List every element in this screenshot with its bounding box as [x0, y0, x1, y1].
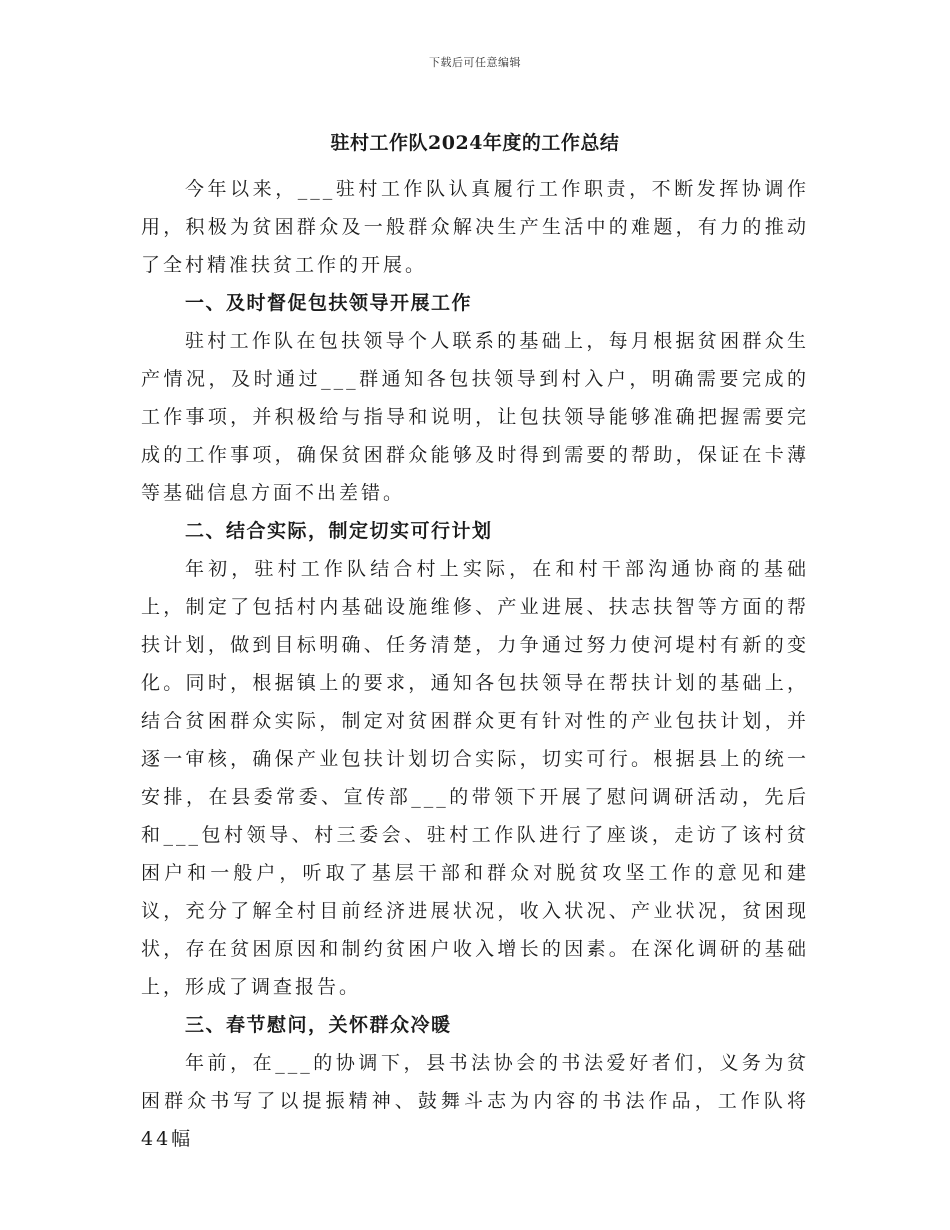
page-header-note: 下载后可任意编辑: [429, 56, 521, 69]
section-paragraph-2: 年初，驻村工作队结合村上实际，在和村干部沟通协商的基础上，制定了包括村内基础设施维修、产业进展、扶志扶智等方面的帮扶计划，做到目标明确、任务清楚，力争通过努力使河堤村有新的变化。同时，根据镇上的要求，通知各包扶领导在帮扶计划的基础上，结合贫困群众实际，制定对贫困群众更有针对性的产业包扶计划，并逐一审核，确保产业包扶计划切合实际，切实可行。根据县上的统一安排，在县委常委、宣传部___的带领下开展了慰问调研活动，先后和___包村领导、村三委会、驻村工作队进行了座谈，走访了该村贫困户和一般户，听取了基层干部和群众对脱贫攻坚工作的意见和建议，充分了解全村目前经济进展状况，收入状况、产业状况，贫困现状，存在贫困原因和制约贫困户收入增长的因素。在深化调研的基础上，形成了调查报告。: [141, 558, 809, 998]
section-heading-2: 二、结合实际，制定切实可行计划: [185, 520, 493, 542]
section-heading-3: 三、春节慰问，关怀群众冷暖: [185, 1014, 452, 1036]
section-heading-1: 一、及时督促包扶领导开展工作: [185, 292, 473, 314]
section-paragraph-1: 驻村工作队在包扶领导个人联系的基础上，每月根据贫困群众生产情况，及时通过___群通知各包扶领导到村入户，明确需要完成的工作事项，并积极给与指导和说明，让包扶领导能够准确把握需要完成的工作事项，确保贫困群众能够及时得到需要的帮助，保证在卡薄等基础信息方面不出差错。: [141, 330, 809, 504]
document-body: [141, 170, 809, 1158]
document-title: 驻村工作队2024年度的工作总结: [330, 132, 620, 154]
intro-paragraph: 今年以来，___驻村工作队认真履行工作职责，不断发挥协调作用，积极为贫困群众及一般群众解决生产生活中的难题，有力的推动了全村精准扶贫工作的开展。: [141, 178, 809, 276]
section-paragraph-3: 年前，在___的协调下，县书法协会的书法爱好者们，义务为贫困群众书写了以提振精神、鼓舞斗志为内容的书法作品，工作队将44幅: [141, 1052, 809, 1150]
